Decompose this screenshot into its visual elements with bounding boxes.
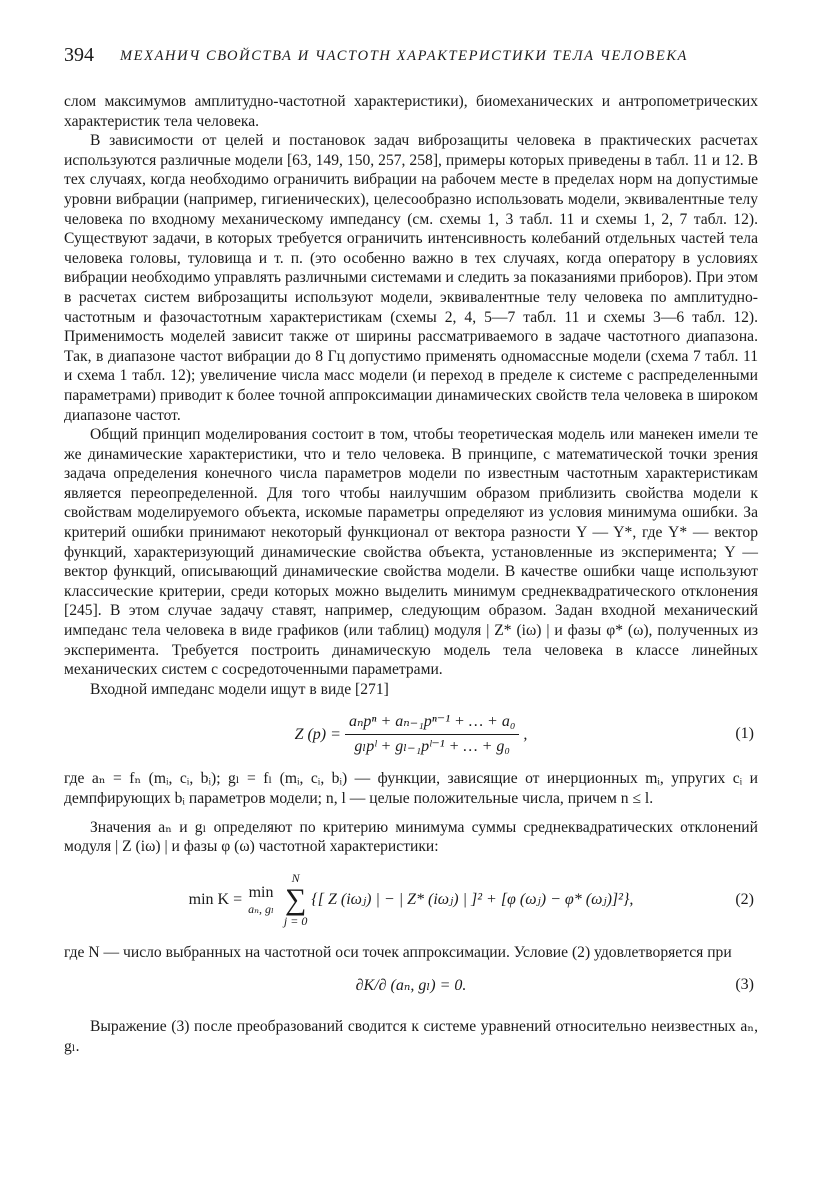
eq3-body: ∂K/∂ (aₙ, gₗ) = 0. — [355, 976, 467, 994]
sum-icon: ∑ — [284, 882, 307, 916]
eq3-number: (3) — [735, 976, 754, 994]
paragraph-continuation: слом максимумов амплитудно-частотной характеристики), биомеханических и антропометрических характеристик тела человека. — [64, 93, 758, 130]
paragraph-conclusion: Выражение (3) после преобразований сводится к системе уравнений относительно неизвестных aₙ, gₗ. — [64, 1018, 758, 1055]
equation-2 — [64, 857, 758, 943]
eq2-sum-top: N — [291, 870, 300, 885]
page-number: 394 — [64, 44, 94, 66]
eq2-body: {[ Z (iωⱼ) | − | Z* (iωⱼ) | ]² + [φ (ωⱼ) − φ* (ωⱼ)]²}, — [311, 890, 634, 908]
eq2-sum-bottom: j = 0 — [283, 913, 308, 928]
equation-3 — [64, 962, 758, 1008]
paragraph-n-definition: где N — число выбранных на частотной оси точек аппроксимации. Условие (2) удовлетворяется при — [64, 943, 732, 961]
running-title: МЕХАНИЧ СВОЙСТВА И ЧАСТОТН ХАРАКТЕРИСТИКИ ТЕЛА ЧЕЛОВЕКА — [120, 48, 689, 64]
eq1-denominator: gₗpˡ + gₗ₋₁pˡ⁻¹ + … + g₀ — [354, 737, 510, 755]
equation-1 — [64, 699, 758, 769]
eq2-min-sub: aₙ, gₗ — [248, 902, 274, 917]
eq1-trail: , — [523, 725, 528, 743]
eq1-lhs: Z (p) = — [294, 725, 341, 743]
eq1-fraction — [345, 712, 519, 756]
eq2-min-word: min — [248, 884, 274, 902]
eq1-numerator: aₙpⁿ + aₙ₋₁pⁿ⁻¹ + … + a₀ — [345, 712, 519, 735]
eq2-lhs: min K = — [188, 890, 243, 908]
paragraph-models: В зависимости от целей и постановок задач виброзащиты человека в практических расчетах используются различные модели [63, 149, 150, 257, 258], примеры которых приведены в табл. 11 и 12. В тех случаях, когда необходимо ограничить вибрации на рабочем месте в пределах норм на допустимые уровни вибрации (например, гигиенических), целесообразно использовать модели, эквивалентные телу человека по входному механическому импедансу (см. схемы 1, 3 табл. 11 и схемы 1, 2, 7 табл. 12). Существуют задачи, в которых требуется ограничить интенсивность колебаний отдельных частей тела человека головы, туловища и т. п. (это особенно важно в тех случаях, когда оператору в условиях вибрации необходимо управлять различными системами и следить за показаниями приборов). При этом в расчетах систем виброзащиты используют модели, эквивалентные телу человека по амплитудно-частотным и фазочастотным характеристикам (схемы 2, 4, 5—7 табл. 11 и схемы 3—6 табл. 12). Применимость моделей зависит также от ширины рассматриваемого в задаче частотного диапазона. Так, в диапазоне частот вибрации до 8 Гц допустимо применять одномассные модели (схема 7 табл. 11 и схема 1 табл. 12); увеличение числа масс модели (и переход в пределе к системе с распределенными параметрами) приводит к более точной аппроксимации динамических свойств тела человека в широком диапазоне частот. — [64, 132, 758, 424]
paragraph-impedance-intro: Входной импеданс модели ищут в виде [271] — [90, 680, 389, 698]
page-header — [64, 44, 762, 70]
eq2-min — [248, 883, 274, 916]
paragraph-functions: где aₙ = fₙ (mᵢ, cᵢ, bᵢ); gₗ = fₗ (mᵢ, cᵢ, bᵢ) — функции, зависящие от инерционных mᵢ, упругих cᵢ и демпфирующих bᵢ параметров модели; n, l — целые положительные числа, причем n ≤ l. — [64, 770, 758, 807]
eq2-number: (2) — [735, 890, 754, 908]
eq2-sum — [284, 872, 307, 928]
eq1-number: (1) — [735, 725, 754, 743]
paragraph-modeling-principle: Общий принцип моделирования состоит в том, чтобы теоретическая модель или манекен имели те же динамические характеристики, что и тело человека. В принципе, с математической точки зрения задача определения конечного числа параметров модели по известным частотным характеристикам является переопределенной. Для того чтобы наилучшим образом приблизить свойства модели к свойствам моделируемого объекта, искомые параметры определяют из условия минимума ошибки. За критерий ошибки принимают некоторый функционал от вектора разности Y — Y*, где Y* — вектор функций, характеризующий динамические свойства объекта, установленные из эксперимента; Y — вектор функций, описывающий динамические свойства модели. В качестве ошибки чаще используют классические критерии, среди которых можно выделить минимум среднеквадратического отклонения [245]. В этом случае задачу ставят, например, следующим образом. Задан входной механический импеданс тела человека в виде графиков (или таблиц) модуля | Z* (iω) | и фазы φ* (ω), полученных из эксперимента. Требуется построить динамическую модель тела человека в классе линейных механических систем с сосредоточенными параметрами. — [64, 426, 758, 679]
paragraph-criterion: Значения aₙ и gₗ определяют по критерию минимума суммы среднеквадратических отклонений модуля | Z (iω) | и фазы φ (ω) частотной характеристики: — [64, 818, 758, 856]
page-body — [64, 92, 758, 1057]
